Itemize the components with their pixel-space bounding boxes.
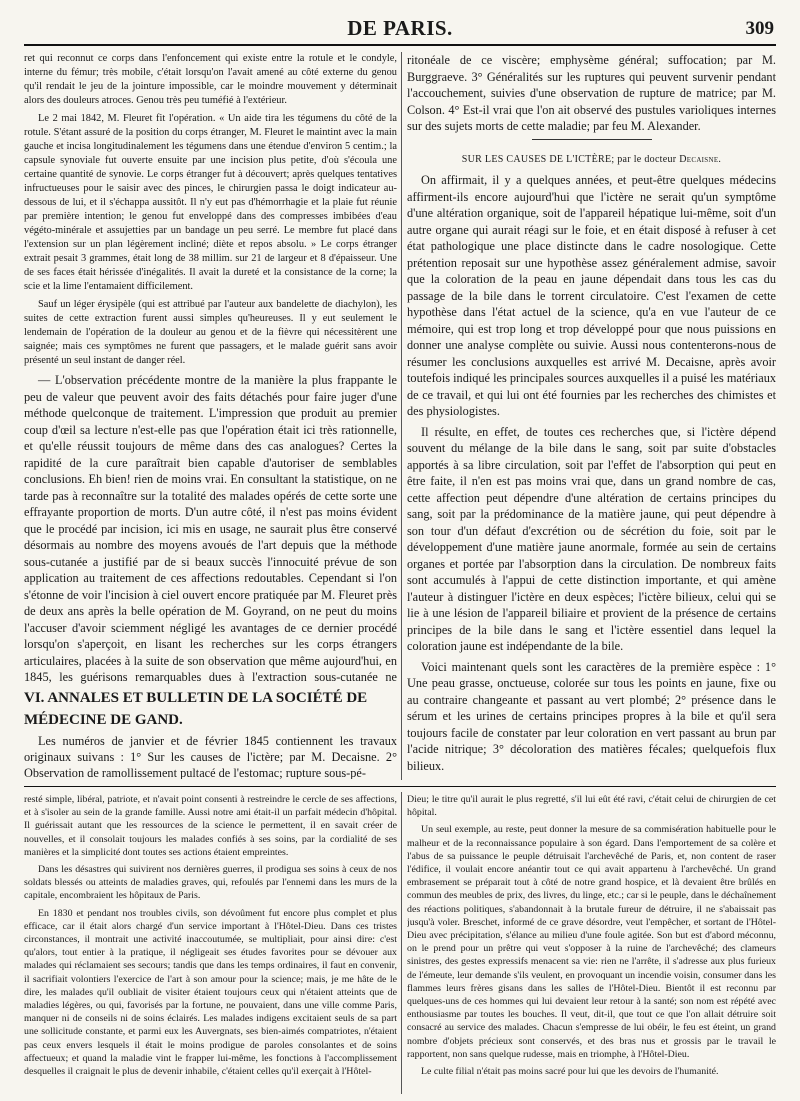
paragraph: Sauf un léger érysipèle (qui est attribué par l'auteur aux bandelette de diachylon), les suites de cette extraction furent aussi simples qu'heureuses. Il y eut seulement le lendemain de l'opération de la douleur au genou et de la fièvre qui nécessitèrent une saignée; mais ces symptômes ne furent que passagers, et le malade guérit sans avoir présenté un seul instant de danger réel. [24,299,397,366]
author-name: Decaisne. [679,153,722,165]
column-divider [401,792,402,1094]
paragraph: Il résulte, en effet, de toutes ces recherches que, si l'ictère dépend souvent du mélange de la bile dans le sang, soit par suite d'obstacles apportés à sa libre circulation, soit par l'effet de l'absorption qui peut en être faite, il n'en est pas moins vrai que, dans un grand nombre de cas, cette affection peut dépendre d'une altération de certains principes du sang, soit par la prédominance de la matière jaune, qui peut dépendre à son tour d'un défaut d'excrétion ou de sécrétion du foie, soit par le développement d'une matière jaune anormale, formée au sein de certains organes et portée par l'absorption dans la circulation. De nombreux faits sont accumulés à l'appui de cette distinction importante, et qui amène l'auteur à distinguer l'ictère en deux espèces; l'ictère bilieux, celui qui se lie à une lésion de l'appareil biliaire et provient de la présence de certains principes de la bile dans le sang et l'ictère essentiel dans lequel la coloration jaune est indépendante de la bile. [407,424,776,653]
running-title: DE PARIS. [347,16,453,40]
right-column-top [407,52,776,778]
paragraph: Dans les désastres qui suivirent nos dernières guerres, il prodigua ses soins à ceux de nos soldats blessés ou atteints de maladies graves, qui, refoulés par l'ennemi dans les murs de la capitale, encombraient les hôpitaux de Paris. [24,864,397,902]
paragraph: Voici maintenant quels sont les caractères de la première espèce : 1° Une peau grasse, onctueuse, colorée sur tous les points en jaune, fixe ou au contraire changeante et passant au vert plombé; 2° présence dans le sérum et les urines de certains principes propres à la bile et qu'il sera toujours facile de constater par leur coloration en vert passant au brun par l'acide nitrique; 3° décoloration des matières fécales; quelquefois flux bilieux. [407,659,776,773]
divider [532,139,652,140]
subheading-text: SUR LES CAUSES DE L'ICTÈRE; par le docteur [461,153,677,165]
left-column-top [24,52,397,684]
section-rule [24,786,776,787]
page-number: 309 [745,18,774,39]
commentary-paragraph: — L'observation précédente montre de la manière la plus frappante le peu de valeur que peuvent avoir des faits détachés pour faire juger d'une méthode quelconque de traitement. L'impression que produit au premier coup d'œil sa lecture n'est-elle pas que l'opération était ici très rationnelle, et qu'elle réussit toujours de même dans des cas analogues? Certes la rapidité de la cure paraîtrait bien capable d'autoriser de semblables conclusions. Eh bien! rien de moins vrai. En consultant la statistique, on ne tarde pas à reconnaître sur la totalité des malades opérés de cette sorte une effrayante proportion de morts. D'un autre côté, il n'est pas moins évident que le procédé par incision, ici mis en usage, ne saurait plus être conservé désormais au nombre des moyens avoués de l'art depuis que la méthode sous-cutanée a justifié par de si beaux succès l'innocuité prévue de son application au traitement de ces affections redoutables. Cependant si l'on s'étonne de voir l'incision à ciel ouvert encore pratiquée par M. Fleuret près de deux ans après la belle opération de M. Goyrand, on ne peut du moins l'accuser d'avoir sciemment négligé les avantages de ce dernier procédé lorsqu'on s'aperçoit, en lisant les recherches sur les corps étrangers articulaires, placées à la suite de son observation que même aujourd'hui, en 1845, les guérisons remarquables dues à l'extraction sous-cutanée ne [24,373,397,684]
paragraph: Le 2 mai 1842, M. Fleuret fit l'opération. « Un aide tira les tégumens du côté de la rotule. S'étant assuré de la position du corps étranger, M. Fleuret le maintint avec la main gauche et incisa longitudinalement les tégumens dans une étendue d'environ 5 centim.; la capsule synoviale fut ouverte ensuite par une incision plus petite, d'où s'écoula une certaine quantité de synovie. Le corps étranger fut à découvert; après quelques tentatives infructueuses pour le saisir avec des pinces, le chirurgien passa le doigt indicateur au-dessous de lui, et il s'échappa aussitôt. Il n'y eut pas d'hémorrhagie et la plaie fut réunie par première intention; le genou fut enveloppé dans des compresses imbibées d'eau végéto-minérale et assujetties par un bandage un peu serré. Le membre fut placé dans l'extension sur un plan légèrement incliné; diète et repos absolu. » Le corps étranger extrait pesait 3 grammes, était long de 38 millim. sur 21 de largeur et 8 d'épaisseur. Une de ses faces était hérissée d'inégalités. Il avait la dureté et la consistance de la corne; la scie et la lime l'entamaient difficilement. [24,113,397,292]
section-heading: VI. ANNALES ET BULLETIN DE LA SOCIÉTÉ DE MÉDECINE DE GAND. [24,690,368,728]
paragraph: Un seul exemple, au reste, peut donner la mesure de sa commisération habituelle pour le malheur et de la reconnaissance populaire à son égard. Dans l'emportement de sa colère et l'abus de sa puissance le peuple détruisait l'archevêché de Paris, et, non content de raser l'édifice, il voulait encore anéantir tout ce qui avait appartenu à l'archevêché. Un grand embrasement se préparait tout à côté de notre grand hospice, et là devaient être brûlés en commun des meubles de prix, des livres, du linge, etc.; car si le peuple, dans le déchaînement des réactions politiques, s'abandonnait à la brutale fureur de détruire, il ne s'abaissait pas jusqu'à voler. Breschet, informé de ce grave désordre, veut l'empêcher, et sortant de l'Hôtel-Dieu avec précipitation, s'élance au milieu d'une foule agitée. Son but est d'abord méconnu, on le prend pour un prêtre qui veut s'opposer à la ruine de l'archevêché; des clameurs sinistres, des gestes expressifs menacent sa vie: rien ne l'arrête, il s'adresse aux plus furieux de l'émeute, leur demande s'ils veulent, en provoquant un incendie voisin, consumer dans les flammes leurs frères gisans dans les salles de l'Hôtel-Dieu. Bientôt il est reconnu par quelques-uns de ces hommes qui lui devaient leur retour à la santé; son nom est répété avec enthousiasme par toutes les bouches. Il veut, dit-il, que tout ce que l'on allait détruire soit consacré au service des malades. Chacun s'empresse de lui obéir, le feu est éteint, un grand nombre d'objets précieux sont conservés, et des bras nus et grossis par le travail le rapportent, non sans quelque rudesse, mais en triomphe, à l'Hôtel-Dieu. [407,824,776,1060]
column-divider [401,52,402,780]
paragraph: Dieu; le titre qu'il aurait le plus regretté, s'il lui eût été ravi, c'était celui de chirurgien de cet hôpital. [407,794,776,819]
paragraph: En 1830 et pendant nos troubles civils, son dévoûment fut encore plus complet et plus efficace, car il était alors chargé d'un service important à l'Hôtel-Dieu. Dans ces tristes circonstances, il montrait une activité inaccoutumée, se multipliait, pour ainsi dire: c'est qu'alors, tout entier à la pratique, il négligeait ses études favorites pour se dévouer aux malades qui réclamaient ses secours; tandis que dans les temps ordinaires, il faut en convenir, il sacrifiait volontiers l'exercice de l'art à son amour pour la science; mais, je me hâte de le dire, les malades qu'il oubliait de visiter étaient toujours ceux qui n'étaient atteints que de maladies légères, ou qui, favorisés par la fortune, ne pouvaient, dans une ville comme Paris, manquer ni de conseils ni de soins éclairés. Les malades indigens excitaient seuls de sa part une sollicitude constante, et parmi eux les Auvergnats, ses bien-aimés compatriotes, n'étaient pas ceux envers lesquels il était le moins prodigue de paroles consolantes et de soins affectueux; et quand la maladie vint le frapper lui-même, les fonctions à l'accomplissement desquelles il craignait le plus de devenir inhabile, c'étaient celles qu'il exerçait à l'Hôtel- [24,907,397,1078]
page-header [24,18,776,40]
section-intro [24,733,397,779]
paragraph: On affirmait, il y a quelques années, et peut-être quelques médecins affirment-ils encore aujourd'hui que l'ictère ne serait qu'un symptôme d'une altération organique, soit de l'appareil hépatique lui-même, soit d'un autre organe qui aurait réagi sur le foie, et en était disposé à refuser à cet état pathologique une place distincte dans le cadre nosologique. Cette prétention reposait sur une hypothèse assez généralement admise, savoir que la coloration de la peau en jaune dépendait dans tous les cas du passage de la bile dans le torrent circulatoire. C'est l'examen de cette hypothèse dans l'état actuel de la science, qu'a en vue l'auteur de ce mémoire, qui est trop long et trop développé pour que nous puissions en donner une analyse complète ou suivie. Aussi nous contenterons-nous de résumer les conclusions auxquelles est arrivé M. Decaisne, après avoir toutefois indiqué les principales sources auxquelles il a puisé les matériaux de ce travail, et qui lui ont été fournies par les recherches des chimistes et des physiologistes. [407,173,776,418]
header-rule [24,44,776,46]
bottom-left-column [24,793,397,1093]
article-subheading [407,152,776,169]
paragraph: Les numéros de janvier et de février 1845 contiennent les travaux originaux suivans : 1° Sur les causes de l'ictère; par M. Decaisne. 2° Observation de ramollissement pultacé de l'estomac; rupture sous-pé- [24,734,397,779]
paragraph: resté simple, libéral, patriote, et n'avait point consenti à restreindre le cercle de ses affections, et à s'isoler au sein de la grande famille. Aussi notre ami était-il un parfait médecin d'hôpital. Il guérissait autant que les ressources de la science le permettent, il en savait créer de nouvelles, et il consolait toujours les malades confiés à ses soins, par la cordialité de ses manières et la simplicité dont toutes ses actions étaient empreintes. [24,794,397,858]
paragraph: ritonéale de ce viscère; emphysème général; suffocation; par M. Burggraeve. 3° Généralités sur les ruptures qui peuvent survenir pendant l'accouchement, suivies d'une observation de rupture de matrice; par M. Colson. 4° Est-il vrai que l'on ait observé des pustules varioliques internes sur des sujets morts de cette maladie; par feu M. Alexander. [407,53,776,133]
paragraph: Le culte filial n'était pas moins sacré pour lui que les devoirs de l'humanité. [421,1066,719,1078]
paragraph: ret qui reconnut ce corps dans l'enfoncement qui existe entre la rotule et le condyle, interne du fémur; très mobile, c'était lorsqu'on l'avait amené au côté externe du genou qu'il rendait le jeu de la jointure impossible, car le moindre mouvement y déterminait alors des douleurs atroces. Genou très peu tuméfié à l'extérieur. [24,53,397,106]
bottom-right-column [407,793,776,1093]
